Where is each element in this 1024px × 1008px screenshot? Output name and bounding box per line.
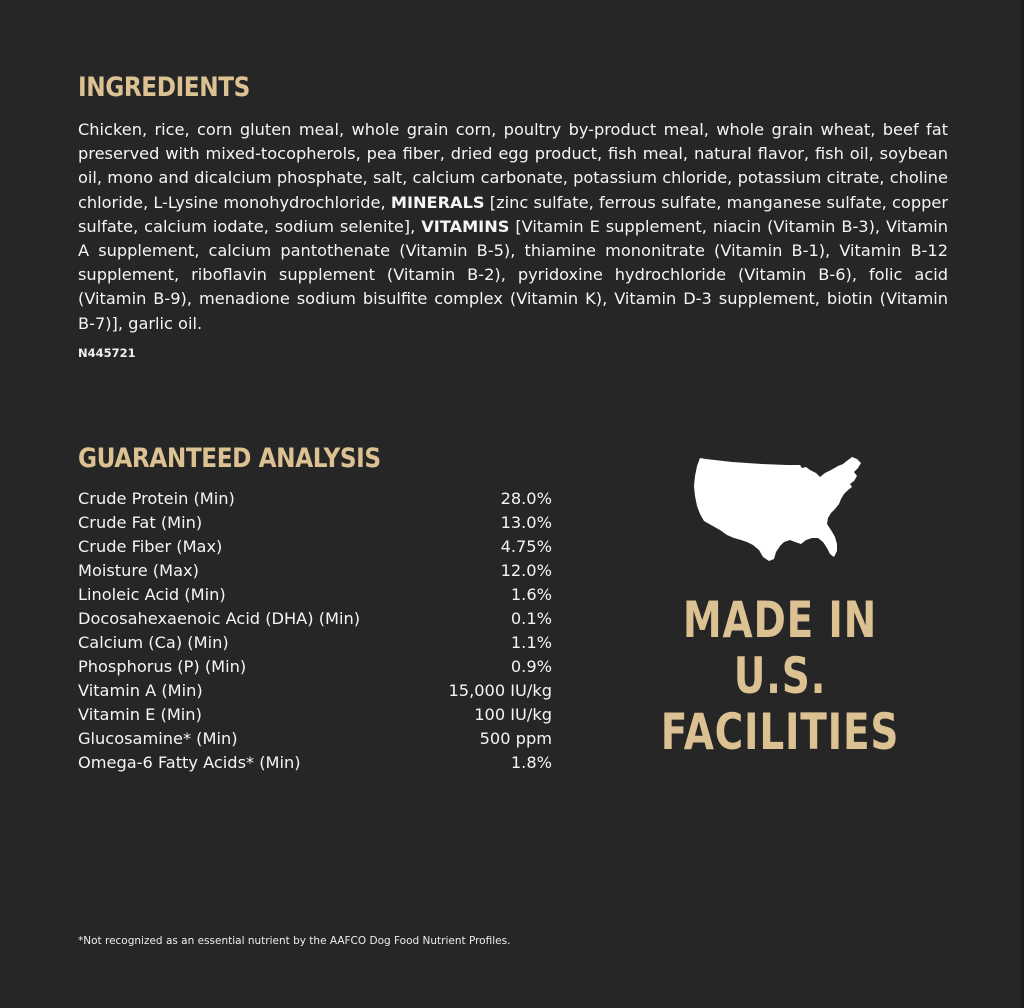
footnote: *Not recognized as an essential nutrient by the AAFCO Dog Food Nutrient Profiles. — [78, 935, 511, 947]
analysis-label: Crude Fiber (Max) — [78, 537, 223, 556]
vitamins-label: VITAMINS — [421, 216, 510, 236]
ingredients-text-part3: [Vitamin E supplement, niacin (Vitamin B-3), Vitamin A supplement, calcium pantothenate (Vitamin B-5), thiamine mononitrate (Vitamin B-1), Vitamin B-12 supplement, riboflavin supplement (Vitamin B-2), pyridoxine hydrochloride (Vitamin B-6), folic acid (Vitamin B-9), menadione sodium bisulfite complex (Vitamin K), Vitamin D-3 supplement, biotin (Vitamin B-7)], garlic oil. — [78, 216, 948, 333]
analysis-value: 15,000 IU/kg — [448, 681, 552, 700]
analysis-label: Vitamin E (Min) — [78, 705, 202, 724]
analysis-label: Vitamin A (Min) — [78, 681, 203, 700]
analysis-value: 4.75% — [500, 537, 552, 556]
analysis-value: 0.1% — [510, 609, 552, 628]
analysis-row — [78, 679, 552, 703]
analysis-row — [78, 583, 552, 607]
analysis-row — [78, 511, 552, 535]
lot-code: N445721 — [78, 346, 136, 360]
ingredients-text-part2: [zinc sulfate, ferrous sulfate, manganese sulfate, copper sulfate, calcium iodate, sodium selenite], — [78, 192, 948, 236]
analysis-row — [78, 607, 552, 631]
analysis-value: 1.6% — [510, 585, 552, 604]
analysis-row — [78, 655, 552, 679]
analysis-row — [78, 559, 552, 583]
ingredients-text-part1: Chicken, rice, corn gluten meal, whole grain corn, poultry by-product meal, whole grain wheat, beef fat preserved with mixed-tocopherols, pea fiber, dried egg product, fish meal, natural flavor, fish oil, soybean oil, mono and dicalcium phosphate, salt, calcium carbonate, potassium chloride, potassium citrate, choline chloride, L-Lysine monohydrochloride, — [78, 120, 948, 212]
badge-line-2: U.S. — [733, 647, 827, 705]
analysis-row — [78, 703, 552, 727]
analysis-label: Crude Fat (Min) — [78, 513, 203, 532]
analysis-label: Phosphorus (P) (Min) — [78, 657, 247, 676]
analysis-label: Moisture (Max) — [78, 561, 199, 580]
analysis-label: Calcium (Ca) (Min) — [78, 633, 229, 652]
ingredients-heading: INGREDIENTS — [78, 72, 250, 103]
analysis-value: 0.9% — [510, 657, 552, 676]
analysis-table — [78, 487, 552, 775]
analysis-value: 1.8% — [510, 753, 552, 772]
analysis-value: 28.0% — [500, 489, 552, 508]
analysis-label: Crude Protein (Min) — [78, 489, 235, 508]
analysis-value: 13.0% — [500, 513, 552, 532]
analysis-row — [78, 487, 552, 511]
analysis-value: 12.0% — [500, 561, 552, 580]
badge-line-1: MADE IN — [682, 591, 878, 649]
analysis-value: 100 IU/kg — [474, 705, 552, 724]
analysis-heading: GUARANTEED ANALYSIS — [78, 443, 381, 474]
usa-map-icon — [692, 456, 864, 566]
ingredients-list — [78, 118, 948, 336]
analysis-row — [78, 727, 552, 751]
analysis-row — [78, 631, 552, 655]
analysis-label: Omega-6 Fatty Acids* (Min) — [78, 753, 301, 772]
analysis-label: Glucosamine* (Min) — [78, 729, 238, 748]
analysis-label: Linoleic Acid (Min) — [78, 585, 226, 604]
made-in-usa-badge — [600, 592, 960, 760]
analysis-value: 500 ppm — [479, 729, 552, 748]
analysis-label: Docosahexaenoic Acid (DHA) (Min) — [78, 609, 361, 628]
analysis-row — [78, 535, 552, 559]
minerals-label: MINERALS — [390, 192, 485, 212]
analysis-row — [78, 751, 552, 775]
analysis-value: 1.1% — [510, 633, 552, 652]
badge-line-3: FACILITIES — [660, 703, 900, 761]
